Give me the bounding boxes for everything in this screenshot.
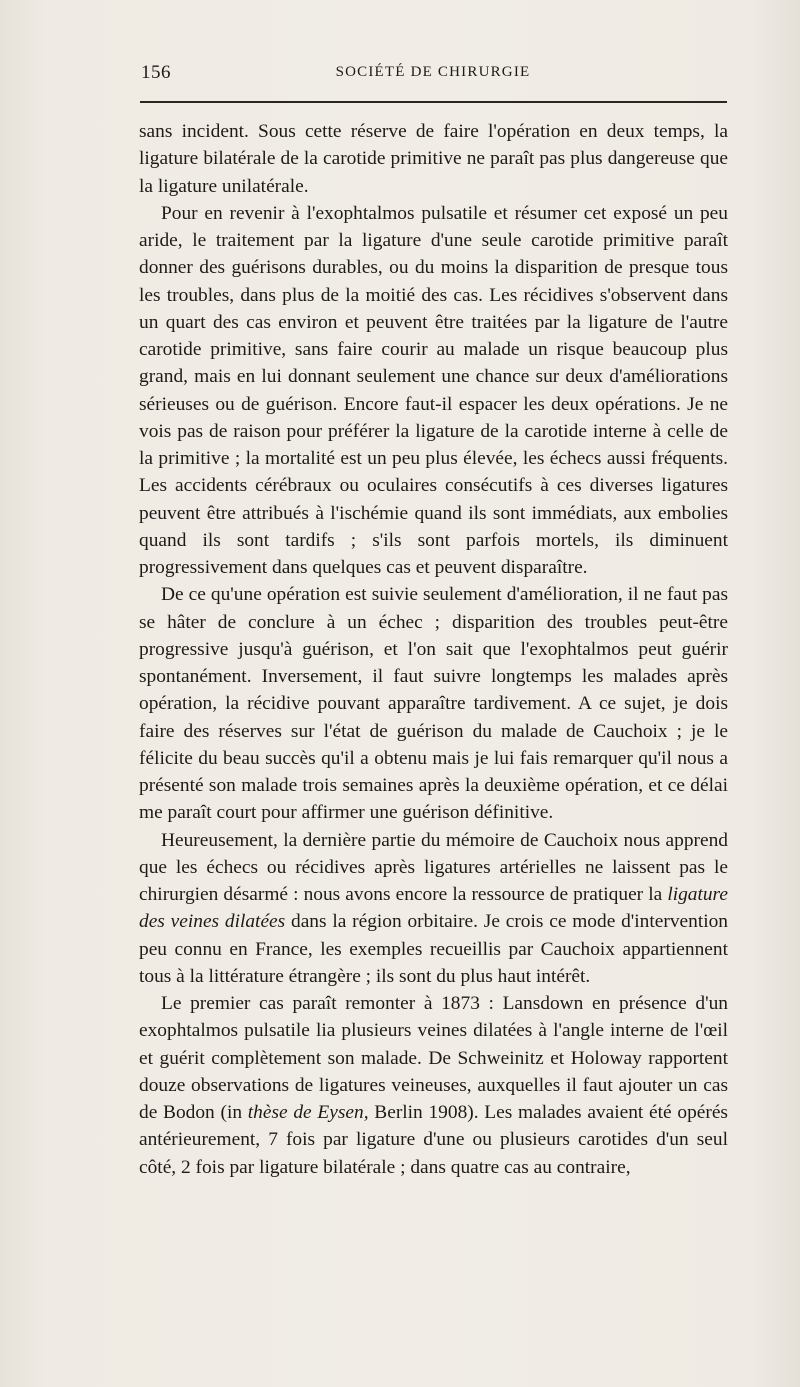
paragraph: Pour en revenir à l'exophtalmos pulsatile et résumer cet exposé un peu aride, le traitement par la ligature d'une seule carotide primitive paraît donner des guérisons durables, ou du moins la disparition de presque tous les troubles, dans plus de la moitié des cas. Les récidives s'observent dans un quart des cas environ et peuvent être traitées par la ligature de l'autre carotide primitive, sans faire courir au malade un risque beaucoup plus grand, mais en lui donnant seulement une chance sur deux d'améliorations sérieuses ou de guérison. Encore faut-il espacer les deux opérations. Je ne vois pas de raison pour préférer la ligature de la carotide interne à celle de la primitive ; la mortalité est un peu plus élevée, les échecs aussi fréquents. Les accidents cérébraux ou oculaires consécutifs à ces diverses ligatures peuvent être attribués à l'ischémie quand ils sont immédiats, aux embolies quand ils sont tardifs ; s'ils sont parfois mortels, ils diminuent progressivement dans quelques cas et peuvent disparaître.: [139, 202, 728, 578]
paragraph-text: Heureusement, la dernière partie du mémoire de Cauchoix nous apprend que les échecs ou récidives après ligatures artérielles ne laissent pas le chirurgien désarmé : nous avons encore la ressource de pratiquer la: [139, 829, 728, 905]
body-text: [139, 118, 728, 1181]
paragraph: sans incident. Sous cette réserve de faire l'opération en deux temps, la ligature bilatérale de la carotide primitive ne paraît pas plus dangereuse que la ligature unilatérale.: [139, 121, 728, 197]
paragraph-text: Le premier cas paraît remonter à 1873 : Lansdown en présence d'un exophtalmos pulsatile lia plusieurs veines dilatées à l'angle interne de l'œil et guérit complètement son malade. De Schweinitz et Holoway rapportent douze observations de ligatures veineuses, auxquelles il faut ajouter un cas de Bodon (in: [139, 993, 728, 1123]
italic-phrase: ligature des veines dilatées: [139, 884, 728, 933]
page-number: 156: [141, 62, 171, 83]
header-rule: [140, 101, 727, 103]
paragraph: [139, 990, 728, 1181]
page-header: [139, 62, 727, 88]
running-title: SOCIÉTÉ DE CHIRURGIE: [335, 64, 531, 80]
paragraph-text: Berlin 1908). Les malades avaient été opérés antérieurement, 7 fois par ligature d'une ou plusieurs carotides d'un seul côté, 2 fois par ligature bilatérale ; dans quatre cas au contraire,: [139, 1102, 728, 1178]
paragraph: De ce qu'une opération est suivie seulement d'amélioration, il ne faut pas se hâter de conclure à un échec ; disparition des troubles peut-être progressive jusqu'à guérison, et l'on sait que l'exophtalmos peut guérir spontanément. Inversement, il faut suivre longtemps les malades après opération, la récidive pouvant apparaître tardivement. A ce sujet, je dois faire des réserves sur l'état de guérison du malade de Cauchoix ; je le félicite du beau succès qu'il a obtenu mais je lui fais remarquer qu'il nous a présenté son malade trois semaines après la deuxième opération, et ce délai me paraît court pour affirmer une guérison définitive.: [139, 584, 728, 824]
paragraph: [139, 827, 728, 991]
italic-citation: thèse de Eysen,: [247, 1102, 369, 1123]
paragraph-text: dans la région orbitaire. Je crois ce mode d'intervention peu connu en France, les exemples recueillis par Cauchoix appartiennent tous à la littérature étrangère ; ils sont du plus haut intérêt.: [139, 911, 728, 987]
